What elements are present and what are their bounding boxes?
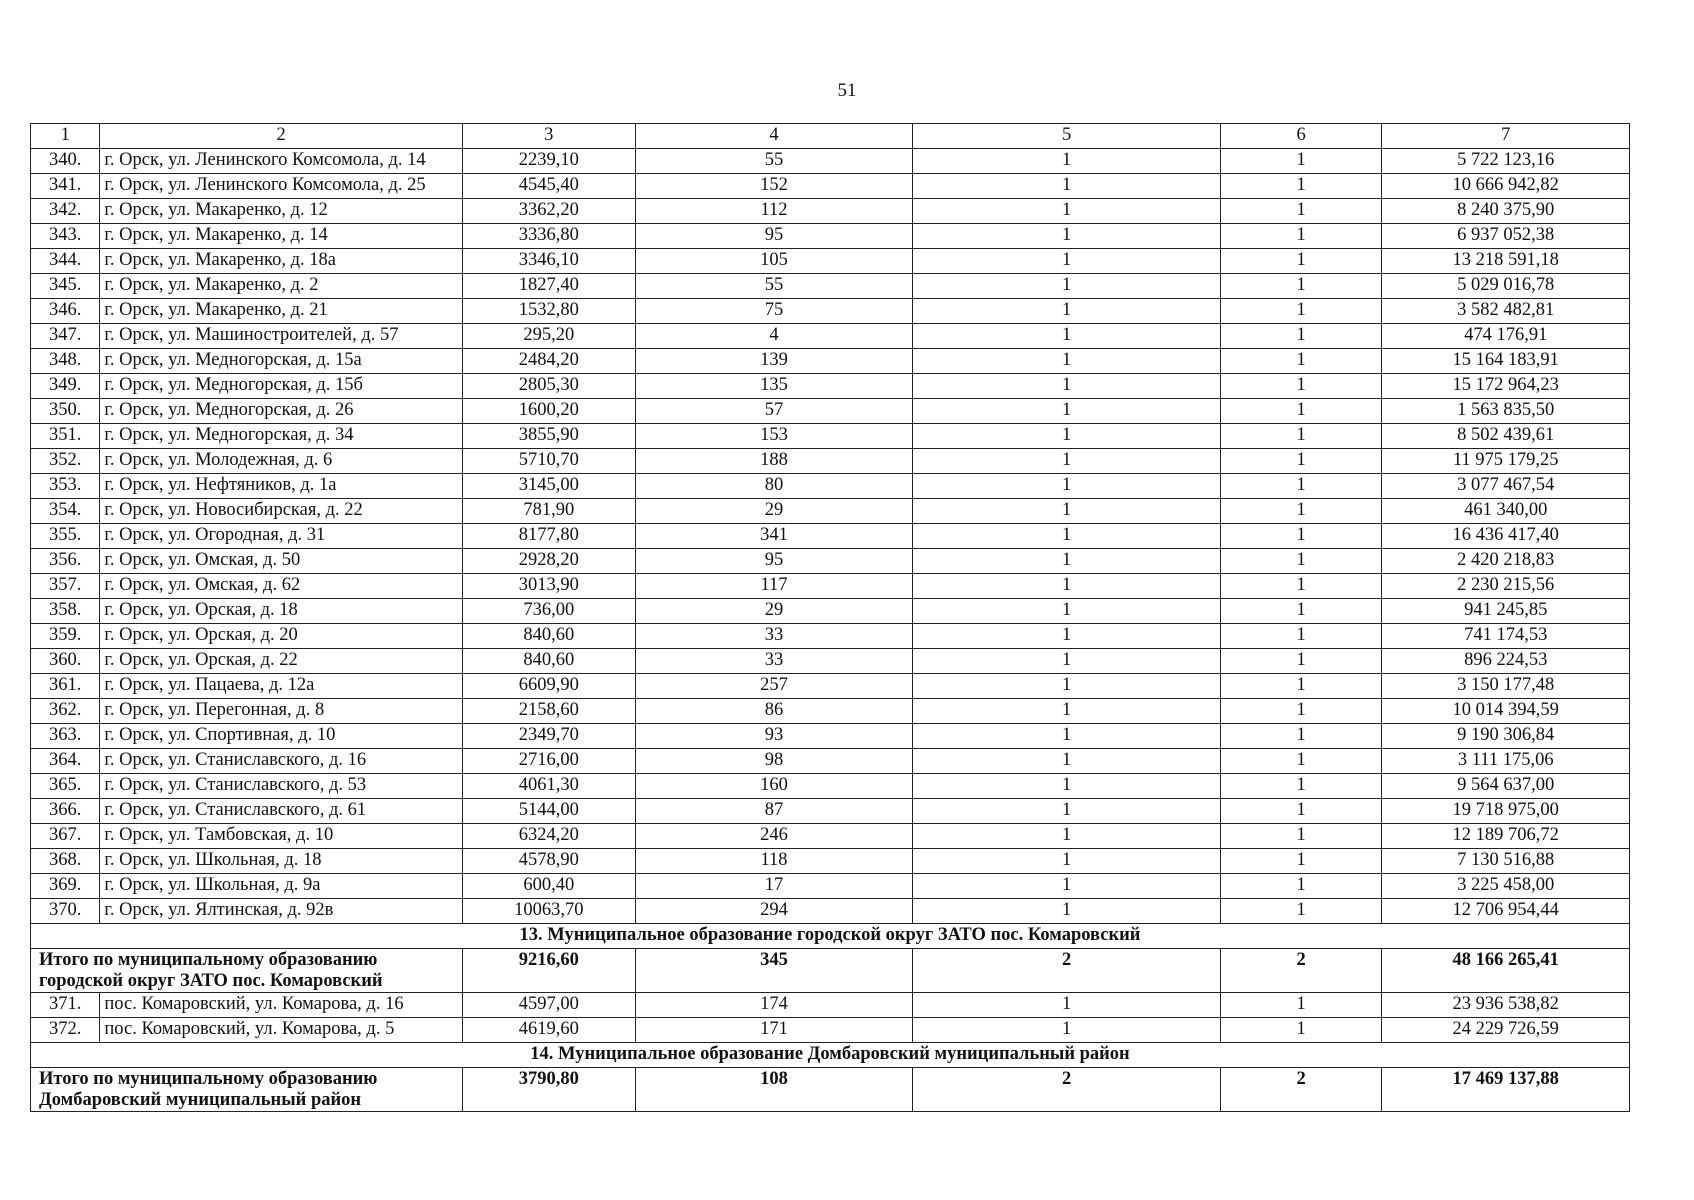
row-residents: 4: [635, 324, 913, 349]
row-area: 3346,10: [462, 249, 635, 274]
total-count-6: 2: [1220, 1068, 1382, 1112]
row-cost: 474 176,91: [1382, 324, 1630, 349]
row-number: 364.: [31, 749, 100, 774]
row-count-6: 1: [1220, 299, 1382, 324]
row-address: г. Орск, ул. Пацаева, д. 12а: [100, 674, 462, 699]
total-cost: 48 166 265,41: [1382, 949, 1630, 993]
column-header: 3: [462, 124, 635, 149]
total-cost: 17 469 137,88: [1382, 1068, 1630, 1112]
section-title: 14. Муниципальное образование Домбаровский муниципальный район: [31, 1043, 1630, 1068]
row-count-6: 1: [1220, 474, 1382, 499]
row-count-6: 1: [1220, 324, 1382, 349]
page-number: 51: [837, 80, 857, 101]
row-count-6: 1: [1220, 699, 1382, 724]
row-residents: 257: [635, 674, 913, 699]
table-row: [31, 993, 1630, 1018]
row-area: 4578,90: [462, 849, 635, 874]
row-area: 2239,10: [462, 149, 635, 174]
row-area: 4619,60: [462, 1018, 635, 1043]
row-count-5: 1: [913, 499, 1221, 524]
column-number-row: [31, 124, 1630, 149]
table-row: [31, 724, 1630, 749]
row-count-6: 1: [1220, 899, 1382, 924]
row-cost: 9 564 637,00: [1382, 774, 1630, 799]
row-residents: 33: [635, 624, 913, 649]
row-residents: 294: [635, 899, 913, 924]
row-address: г. Орск, ул. Новосибирская, д. 22: [100, 499, 462, 524]
row-count-5: 1: [913, 274, 1221, 299]
row-count-5: 1: [913, 993, 1221, 1018]
row-address: г. Орск, ул. Ленинского Комсомола, д. 14: [100, 149, 462, 174]
row-area: 1532,80: [462, 299, 635, 324]
row-count-5: 1: [913, 449, 1221, 474]
row-residents: 188: [635, 449, 913, 474]
table-row: [31, 449, 1630, 474]
row-cost: 741 174,53: [1382, 624, 1630, 649]
table-row: [31, 474, 1630, 499]
row-cost: 9 190 306,84: [1382, 724, 1630, 749]
row-number: 343.: [31, 224, 100, 249]
row-count-6: 1: [1220, 424, 1382, 449]
row-area: 3145,00: [462, 474, 635, 499]
row-cost: 3 582 482,81: [1382, 299, 1630, 324]
row-residents: 55: [635, 274, 913, 299]
row-residents: 93: [635, 724, 913, 749]
row-count-5: 1: [913, 724, 1221, 749]
row-count-6: 1: [1220, 599, 1382, 624]
table-row: [31, 349, 1630, 374]
row-cost: 5 029 016,78: [1382, 274, 1630, 299]
row-count-5: 1: [913, 599, 1221, 624]
row-cost: 8 240 375,90: [1382, 199, 1630, 224]
row-cost: 5 722 123,16: [1382, 149, 1630, 174]
row-area: 6609,90: [462, 674, 635, 699]
row-cost: 16 436 417,40: [1382, 524, 1630, 549]
row-residents: 135: [635, 374, 913, 399]
row-cost: 12 189 706,72: [1382, 824, 1630, 849]
table-row: [31, 199, 1630, 224]
row-area: 295,20: [462, 324, 635, 349]
row-area: 840,60: [462, 649, 635, 674]
row-count-5: 1: [913, 874, 1221, 899]
row-count-6: 1: [1220, 199, 1382, 224]
row-cost: 13 218 591,18: [1382, 249, 1630, 274]
table-row: [31, 149, 1630, 174]
row-count-5: 1: [913, 149, 1221, 174]
row-count-5: 1: [913, 899, 1221, 924]
row-count-5: 1: [913, 349, 1221, 374]
row-address: г. Орск, ул. Нефтяников, д. 1а: [100, 474, 462, 499]
row-area: 3336,80: [462, 224, 635, 249]
table-row: [31, 749, 1630, 774]
row-number: 354.: [31, 499, 100, 524]
row-area: 5710,70: [462, 449, 635, 474]
row-number: 372.: [31, 1018, 100, 1043]
row-address: г. Орск, ул. Орская, д. 18: [100, 599, 462, 624]
table-row: [31, 524, 1630, 549]
row-count-6: 1: [1220, 874, 1382, 899]
table-row: [31, 699, 1630, 724]
row-area: 781,90: [462, 499, 635, 524]
row-area: 2484,20: [462, 349, 635, 374]
row-residents: 112: [635, 199, 913, 224]
row-address: г. Орск, ул. Огородная, д. 31: [100, 524, 462, 549]
row-area: 736,00: [462, 599, 635, 624]
row-address: г. Орск, ул. Ленинского Комсомола, д. 25: [100, 174, 462, 199]
row-address: г. Орск, ул. Спортивная, д. 10: [100, 724, 462, 749]
row-count-5: 1: [913, 574, 1221, 599]
row-residents: 152: [635, 174, 913, 199]
table-row: [31, 324, 1630, 349]
row-cost: 1 563 835,50: [1382, 399, 1630, 424]
section-header-row: [31, 1043, 1630, 1068]
row-number: 358.: [31, 599, 100, 624]
row-count-6: 1: [1220, 499, 1382, 524]
row-number: 371.: [31, 993, 100, 1018]
row-number: 366.: [31, 799, 100, 824]
row-number: 360.: [31, 649, 100, 674]
row-count-5: 1: [913, 824, 1221, 849]
row-address: г. Орск, ул. Макаренко, д. 12: [100, 199, 462, 224]
column-header: 6: [1220, 124, 1382, 149]
total-count-5: 2: [913, 949, 1221, 993]
row-residents: 57: [635, 399, 913, 424]
row-count-6: 1: [1220, 674, 1382, 699]
row-count-5: 1: [913, 549, 1221, 574]
row-residents: 17: [635, 874, 913, 899]
row-cost: 23 936 538,82: [1382, 993, 1630, 1018]
section-header-row: [31, 924, 1630, 949]
total-count-5: 2: [913, 1068, 1221, 1112]
row-address: г. Орск, ул. Макаренко, д. 21: [100, 299, 462, 324]
row-address: г. Орск, ул. Ялтинская, д. 92в: [100, 899, 462, 924]
row-residents: 80: [635, 474, 913, 499]
table-row: [31, 399, 1630, 424]
row-count-6: 1: [1220, 524, 1382, 549]
row-area: 3013,90: [462, 574, 635, 599]
row-residents: 105: [635, 249, 913, 274]
table-row: [31, 549, 1630, 574]
row-count-5: 1: [913, 424, 1221, 449]
row-area: 3855,90: [462, 424, 635, 449]
row-number: 363.: [31, 724, 100, 749]
row-number: 370.: [31, 899, 100, 924]
row-count-5: 1: [913, 749, 1221, 774]
row-area: 6324,20: [462, 824, 635, 849]
table-row: [31, 774, 1630, 799]
row-cost: 24 229 726,59: [1382, 1018, 1630, 1043]
total-count-6: 2: [1220, 949, 1382, 993]
row-cost: 2 230 215,56: [1382, 574, 1630, 599]
row-area: 2158,60: [462, 699, 635, 724]
row-residents: 171: [635, 1018, 913, 1043]
row-residents: 95: [635, 549, 913, 574]
column-header: 2: [100, 124, 462, 149]
total-residents: 345: [635, 949, 913, 993]
row-address: г. Орск, ул. Медногорская, д. 15б: [100, 374, 462, 399]
row-count-5: 1: [913, 524, 1221, 549]
row-area: 8177,80: [462, 524, 635, 549]
row-count-6: 1: [1220, 374, 1382, 399]
row-count-6: 1: [1220, 624, 1382, 649]
row-count-6: 1: [1220, 1018, 1382, 1043]
row-residents: 55: [635, 149, 913, 174]
row-address: пос. Комаровский, ул. Комарова, д. 16: [100, 993, 462, 1018]
row-address: г. Орск, ул. Станиславского, д. 16: [100, 749, 462, 774]
row-cost: 941 245,85: [1382, 599, 1630, 624]
table-row: [31, 624, 1630, 649]
row-count-5: 1: [913, 774, 1221, 799]
row-count-5: 1: [913, 849, 1221, 874]
row-address: г. Орск, ул. Перегонная, д. 8: [100, 699, 462, 724]
row-residents: 75: [635, 299, 913, 324]
row-area: 840,60: [462, 624, 635, 649]
row-count-6: 1: [1220, 274, 1382, 299]
row-area: 2349,70: [462, 724, 635, 749]
row-number: 347.: [31, 324, 100, 349]
row-count-5: 1: [913, 699, 1221, 724]
row-count-5: 1: [913, 799, 1221, 824]
row-count-5: 1: [913, 374, 1221, 399]
row-count-5: 1: [913, 249, 1221, 274]
row-area: 5144,00: [462, 799, 635, 824]
row-number: 341.: [31, 174, 100, 199]
column-header: 7: [1382, 124, 1630, 149]
row-count-6: 1: [1220, 449, 1382, 474]
total-residents: 108: [635, 1068, 913, 1112]
total-label: Итого по муниципальному образованию городской округ ЗАТО пос. Комаровский: [31, 949, 463, 993]
table-row: [31, 224, 1630, 249]
row-residents: 174: [635, 993, 913, 1018]
row-count-6: 1: [1220, 549, 1382, 574]
row-area: 1600,20: [462, 399, 635, 424]
row-count-5: 1: [913, 199, 1221, 224]
row-count-5: 1: [913, 224, 1221, 249]
row-area: 4597,00: [462, 993, 635, 1018]
row-address: г. Орск, ул. Орская, д. 20: [100, 624, 462, 649]
row-residents: 29: [635, 499, 913, 524]
row-cost: 15 164 183,91: [1382, 349, 1630, 374]
row-address: г. Орск, ул. Машиностроителей, д. 57: [100, 324, 462, 349]
row-area: 2716,00: [462, 749, 635, 774]
table-row: [31, 874, 1630, 899]
row-address: г. Орск, ул. Медногорская, д. 26: [100, 399, 462, 424]
row-count-5: 1: [913, 174, 1221, 199]
row-count-6: 1: [1220, 849, 1382, 874]
row-count-6: 1: [1220, 349, 1382, 374]
table-row: [31, 174, 1630, 199]
row-residents: 246: [635, 824, 913, 849]
row-count-6: 1: [1220, 249, 1382, 274]
row-number: 365.: [31, 774, 100, 799]
registry-table: [30, 123, 1630, 1112]
row-cost: 3 111 175,06: [1382, 749, 1630, 774]
row-cost: 12 706 954,44: [1382, 899, 1630, 924]
row-count-6: 1: [1220, 824, 1382, 849]
table-row: [31, 374, 1630, 399]
table-row: [31, 899, 1630, 924]
row-area: 1827,40: [462, 274, 635, 299]
total-label: Итого по муниципальному образованию Домбаровский муниципальный район: [31, 1068, 463, 1112]
table-row: [31, 249, 1630, 274]
row-cost: 7 130 516,88: [1382, 849, 1630, 874]
row-count-5: 1: [913, 649, 1221, 674]
row-number: 342.: [31, 199, 100, 224]
row-address: г. Орск, ул. Медногорская, д. 15а: [100, 349, 462, 374]
section-title: 13. Муниципальное образование городской округ ЗАТО пос. Комаровский: [31, 924, 1630, 949]
row-count-6: 1: [1220, 724, 1382, 749]
row-count-6: 1: [1220, 774, 1382, 799]
row-cost: 10 666 942,82: [1382, 174, 1630, 199]
row-number: 344.: [31, 249, 100, 274]
column-header: 5: [913, 124, 1221, 149]
row-number: 359.: [31, 624, 100, 649]
row-number: 356.: [31, 549, 100, 574]
row-address: г. Орск, ул. Молодежная, д. 6: [100, 449, 462, 474]
row-address: г. Орск, ул. Станиславского, д. 53: [100, 774, 462, 799]
column-header: 4: [635, 124, 913, 149]
table-row: [31, 499, 1630, 524]
row-residents: 341: [635, 524, 913, 549]
row-address: г. Орск, ул. Омская, д. 62: [100, 574, 462, 599]
table-row: [31, 799, 1630, 824]
row-residents: 153: [635, 424, 913, 449]
row-cost: 19 718 975,00: [1382, 799, 1630, 824]
table-row: [31, 299, 1630, 324]
row-number: 357.: [31, 574, 100, 599]
row-address: г. Орск, ул. Школьная, д. 18: [100, 849, 462, 874]
row-count-6: 1: [1220, 174, 1382, 199]
row-count-6: 1: [1220, 993, 1382, 1018]
row-area: 600,40: [462, 874, 635, 899]
row-area: 3362,20: [462, 199, 635, 224]
row-count-6: 1: [1220, 149, 1382, 174]
table-row: [31, 649, 1630, 674]
row-residents: 139: [635, 349, 913, 374]
row-cost: 11 975 179,25: [1382, 449, 1630, 474]
table-row: [31, 849, 1630, 874]
row-number: 350.: [31, 399, 100, 424]
row-cost: 3 225 458,00: [1382, 874, 1630, 899]
table-row: [31, 274, 1630, 299]
row-count-6: 1: [1220, 399, 1382, 424]
row-address: г. Орск, ул. Макаренко, д. 18а: [100, 249, 462, 274]
row-cost: 15 172 964,23: [1382, 374, 1630, 399]
row-residents: 118: [635, 849, 913, 874]
row-area: 4545,40: [462, 174, 635, 199]
row-number: 348.: [31, 349, 100, 374]
row-cost: 6 937 052,38: [1382, 224, 1630, 249]
row-cost: 3 150 177,48: [1382, 674, 1630, 699]
row-area: 10063,70: [462, 899, 635, 924]
total-area: 9216,60: [462, 949, 635, 993]
row-number: 368.: [31, 849, 100, 874]
row-number: 352.: [31, 449, 100, 474]
row-residents: 160: [635, 774, 913, 799]
row-number: 340.: [31, 149, 100, 174]
row-residents: 117: [635, 574, 913, 599]
row-cost: 8 502 439,61: [1382, 424, 1630, 449]
row-residents: 87: [635, 799, 913, 824]
row-address: пос. Комаровский, ул. Комарова, д. 5: [100, 1018, 462, 1043]
row-residents: 98: [635, 749, 913, 774]
row-residents: 33: [635, 649, 913, 674]
row-cost: 3 077 467,54: [1382, 474, 1630, 499]
row-count-6: 1: [1220, 224, 1382, 249]
row-number: 353.: [31, 474, 100, 499]
row-address: г. Орск, ул. Макаренко, д. 2: [100, 274, 462, 299]
row-number: 346.: [31, 299, 100, 324]
row-count-6: 1: [1220, 749, 1382, 774]
row-count-5: 1: [913, 624, 1221, 649]
row-area: 2805,30: [462, 374, 635, 399]
row-count-5: 1: [913, 324, 1221, 349]
row-residents: 95: [635, 224, 913, 249]
row-number: 367.: [31, 824, 100, 849]
row-count-6: 1: [1220, 799, 1382, 824]
column-header: 1: [31, 124, 100, 149]
table-row: [31, 674, 1630, 699]
row-area: 2928,20: [462, 549, 635, 574]
row-cost: 461 340,00: [1382, 499, 1630, 524]
table-row: [31, 424, 1630, 449]
table-row: [31, 574, 1630, 599]
row-count-5: 1: [913, 399, 1221, 424]
total-row: [31, 1068, 1630, 1112]
row-count-5: 1: [913, 1018, 1221, 1043]
table-row: [31, 1018, 1630, 1043]
total-row: [31, 949, 1630, 993]
table-body: [31, 149, 1630, 1112]
row-count-5: 1: [913, 474, 1221, 499]
row-count-5: 1: [913, 299, 1221, 324]
row-address: г. Орск, ул. Омская, д. 50: [100, 549, 462, 574]
row-address: г. Орск, ул. Станиславского, д. 61: [100, 799, 462, 824]
row-number: 369.: [31, 874, 100, 899]
row-number: 362.: [31, 699, 100, 724]
row-address: г. Орск, ул. Макаренко, д. 14: [100, 224, 462, 249]
row-residents: 29: [635, 599, 913, 624]
row-area: 4061,30: [462, 774, 635, 799]
row-number: 355.: [31, 524, 100, 549]
row-number: 345.: [31, 274, 100, 299]
row-number: 351.: [31, 424, 100, 449]
row-address: г. Орск, ул. Орская, д. 22: [100, 649, 462, 674]
row-count-6: 1: [1220, 649, 1382, 674]
row-cost: 2 420 218,83: [1382, 549, 1630, 574]
row-count-6: 1: [1220, 574, 1382, 599]
table-row: [31, 599, 1630, 624]
row-residents: 86: [635, 699, 913, 724]
row-count-5: 1: [913, 674, 1221, 699]
row-number: 361.: [31, 674, 100, 699]
total-area: 3790,80: [462, 1068, 635, 1112]
table-row: [31, 824, 1630, 849]
row-cost: 10 014 394,59: [1382, 699, 1630, 724]
row-cost: 896 224,53: [1382, 649, 1630, 674]
row-address: г. Орск, ул. Школьная, д. 9а: [100, 874, 462, 899]
row-address: г. Орск, ул. Медногорская, д. 34: [100, 424, 462, 449]
row-address: г. Орск, ул. Тамбовская, д. 10: [100, 824, 462, 849]
row-number: 349.: [31, 374, 100, 399]
